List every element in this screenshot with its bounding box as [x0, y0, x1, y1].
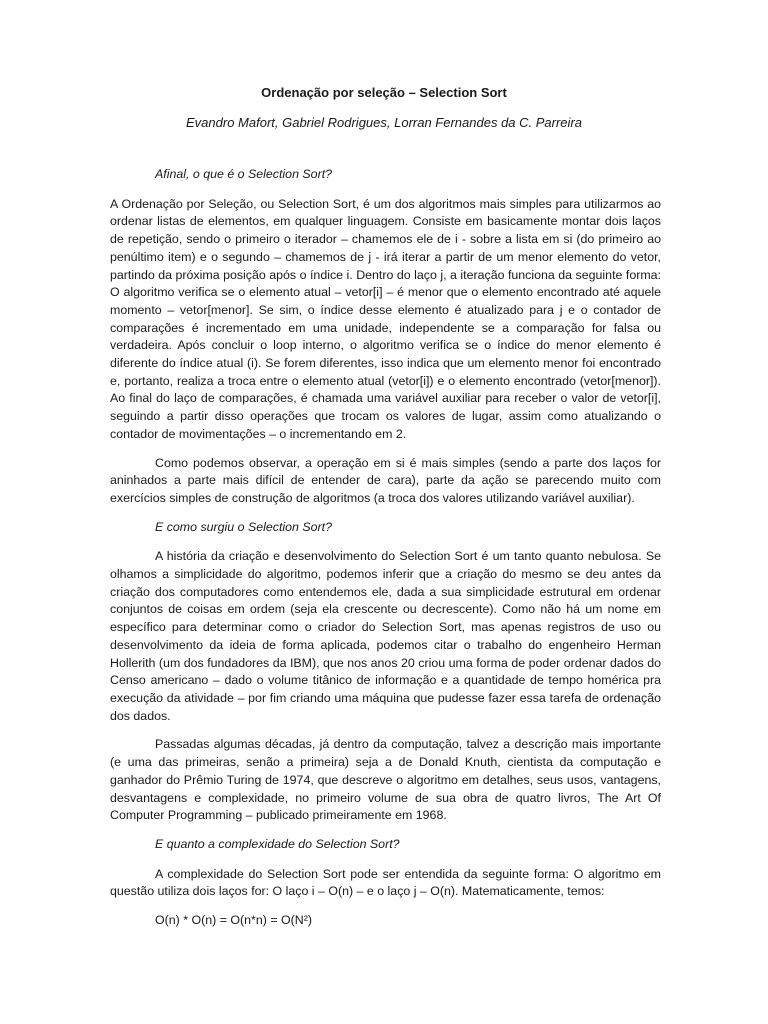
document-authors: Evandro Mafort, Gabriel Rodrigues, Lorran Fernandes da C. Parreira — [186, 115, 582, 130]
section-complexity — [110, 836, 661, 930]
paragraph: A Ordenação por Seleção, ou Selection Sort, é um dos algoritmos mais simples para utilizarmos ao ordenar listas de elementos, em qualquer linguagem. Consiste em basicamente montar dois laços de repetição, sendo o primeiro o iterador – chamemos ele de i - sobre a lista em si (do primeiro ao penúltimo item) e o segundo – chamemos de j - irá iterar a partir de um menor elemento do vetor, partindo da próxima posição após o índice i. Dentro do laço j, a iteração funciona da seguinte forma: O algoritmo verifica se o elemento atual – vetor[i] – é menor que o elemento encontrado até aquele momento – vetor[menor]. Se sim, o índice desse elemento é atualizado para j e o contador de comparações é incrementado em uma unidade, independente se a comparação for falsa ou verdadeira. Após concluir o loop interno, o algoritmo verifica se o índice do menor elemento é diferente do índice atual (i). Se forem diferentes, isso indica que um elemento menor foi encontrado e, portanto, realiza a troca entre o elemento atual (vetor[i]) e o elemento encontrado (vetor[menor]). Ao final do laço de comparações, é chamada uma variável auxiliar para receber o valor de vetor[i], seguindo a partir disso operações que trocam os valores de lugar, assim como atualizando o contador de movimentações – o incrementando em 2. — [110, 196, 661, 441]
section-heading: Afinal, o que é o Selection Sort? — [155, 167, 333, 181]
paragraph: Como podemos observar, a operação em si é mais simples (sendo a parte dos laços for aninhados a parte mais difícil de entender de cara), parte da ação se parecendo muito com exercícios simples de construção de algoritmos (a troca dos valores utilizando variável auxiliar). — [110, 455, 661, 505]
paragraph: A complexidade do Selection Sort pode ser entendida da seguinte forma: O algoritmo em questão utiliza dois laços for: O laço i – O(n) – e o laço j – O(n). Matematicamente, temos: — [110, 866, 661, 899]
paragraph: A história da criação e desenvolvimento do Selection Sort é um tanto quanto nebulosa. Se olhamos a simplicidade do algoritmo, podemos inferir que a criação do mesmo se deu antes da criação dos computadores como entendemos ele, dada a sua simplicidade estrutural em ordenar conjuntos de coisas em ordem (seja ela crescente ou decrescente). Como não há um nome em específico para determinar como o criador do Selection Sort, mas apenas registros de uso ou desenvolvimento da ideia de forma aplicada, podemos citar o trabalho do engenheiro Herman Hollerith (um dos fundadores da IBM), que nos anos 20 criou uma forma de poder ordenar dados do Censo americano – dado o volume titânico de informação e a quantidade de tempo homérica pra execução da atividade – por fim criando uma máquina que pudesse fazer essa tarefa de ordenação dos dados. — [110, 549, 661, 723]
section-what-is — [110, 166, 661, 508]
document-body — [110, 166, 661, 930]
section-history — [110, 519, 661, 825]
complexity-formula: O(n) * O(n) = O(n*n) = O(N²) — [155, 913, 312, 928]
section-heading: E como surgiu o Selection Sort? — [155, 519, 333, 534]
section-heading: E quanto a complexidade do Selection Sort? — [155, 836, 400, 851]
document-title: Ordenação por seleção – Selection Sort — [261, 85, 507, 100]
paragraph: Passadas algumas décadas, já dentro da computação, talvez a descrição mais importante (e uma das primeiras, senão a primeira) seja a de Donald Knuth, cientista da computação e ganhador do Prêmio Turing de 1974, que descreve o algoritmo em detalhes, seus usos, vantagens, desvantagens e complexidade, no primeiro volume de sua obra de quatro livros, The Art Of Computer Programming – publicado primeiramente em 1968. — [110, 737, 661, 823]
